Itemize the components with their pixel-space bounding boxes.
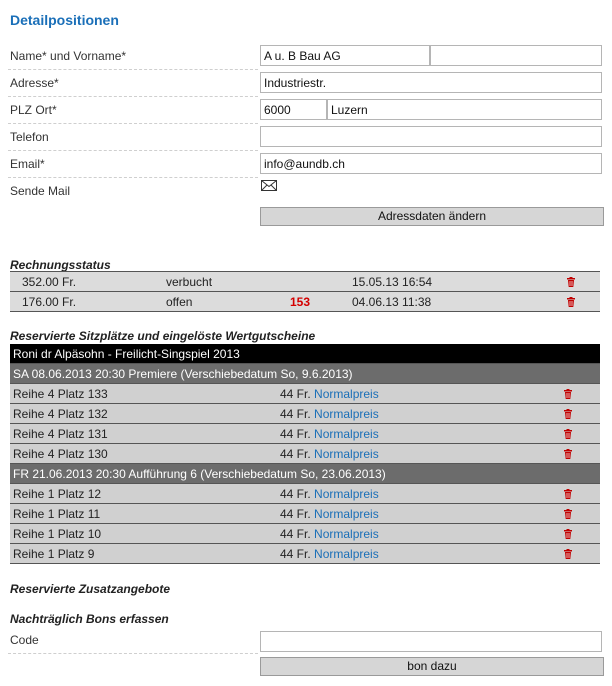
invoice-amount: 352.00 Fr.	[22, 275, 77, 289]
price-value: 44 Fr.	[280, 507, 311, 521]
reservations-heading: Reservierte Sitzplätze und eingelöste Wertgutscheine	[10, 329, 316, 343]
seat-row	[10, 504, 600, 524]
seat-price	[280, 527, 379, 541]
seat-price	[280, 507, 379, 521]
trash-icon[interactable]	[563, 509, 573, 519]
email-label: Email*	[10, 157, 45, 171]
envelope-icon[interactable]	[261, 180, 277, 191]
price-category-link[interactable]: Normalpreis	[314, 387, 379, 401]
invoice-status: verbucht	[166, 275, 213, 289]
reservations-table	[10, 344, 600, 564]
price-value: 44 Fr.	[280, 527, 311, 541]
event-title: Roni dr Alpäsohn - Freilicht-Singspiel 2013	[10, 344, 600, 364]
add-bon-button[interactable]: bon dazu	[260, 657, 604, 676]
price-value: 44 Fr.	[280, 427, 311, 441]
invoice-date: 04.06.13 11:38	[352, 295, 432, 309]
row-divider	[8, 653, 258, 654]
invoice-status-heading: Rechnungsstatus	[10, 258, 111, 272]
seat-label: Reihe 1 Platz 12	[13, 487, 102, 501]
trash-icon[interactable]	[563, 489, 573, 499]
price-category-link[interactable]: Normalpreis	[314, 527, 379, 541]
price-category-link[interactable]: Normalpreis	[314, 427, 379, 441]
trash-icon[interactable]	[563, 429, 573, 439]
seat-label: Reihe 4 Platz 130	[13, 447, 108, 461]
code-input[interactable]	[260, 631, 602, 652]
trash-icon[interactable]	[563, 529, 573, 539]
trash-icon[interactable]	[563, 389, 573, 399]
seat-price	[280, 387, 379, 401]
performance-header: FR 21.06.2013 20:30 Aufführung 6 (Verschiebedatum So, 23.06.2013)	[10, 464, 600, 484]
invoice-row	[10, 272, 600, 292]
sendmail-row	[8, 179, 604, 205]
seat-row	[10, 404, 600, 424]
price-value: 44 Fr.	[280, 387, 311, 401]
firstname-input[interactable]	[430, 45, 602, 66]
seat-label: Reihe 4 Platz 133	[13, 387, 108, 401]
row-divider	[8, 69, 258, 70]
seat-row	[10, 524, 600, 544]
invoice-number: 153	[290, 295, 311, 309]
seat-label: Reihe 4 Platz 132	[13, 407, 108, 421]
row-divider	[8, 177, 258, 178]
trash-icon[interactable]	[563, 409, 573, 419]
page-title: Detailpositionen	[10, 12, 119, 28]
bons-heading: Nachträglich Bons erfassen	[10, 612, 169, 626]
trash-icon[interactable]	[566, 277, 576, 287]
name-input[interactable]	[260, 45, 430, 66]
email-input[interactable]	[260, 153, 602, 174]
price-value: 44 Fr.	[280, 487, 311, 501]
seat-price	[280, 547, 379, 561]
trash-icon[interactable]	[566, 297, 576, 307]
seat-label: Reihe 1 Platz 10	[13, 527, 102, 541]
trash-icon[interactable]	[563, 449, 573, 459]
name-label: Name* und Vorname*	[10, 49, 127, 63]
zip-input[interactable]	[260, 99, 327, 120]
price-category-link[interactable]: Normalpreis	[314, 507, 379, 521]
address-label: Adresse*	[10, 76, 59, 90]
seat-price	[280, 407, 379, 421]
seat-price	[280, 447, 379, 461]
trash-icon[interactable]	[563, 549, 573, 559]
seat-price	[280, 487, 379, 501]
invoice-date: 15.05.13 16:54	[352, 275, 433, 289]
performance-header: SA 08.06.2013 20:30 Premiere (Verschiebedatum So, 9.6.2013)	[10, 364, 600, 384]
city-input[interactable]	[327, 99, 602, 120]
phone-label: Telefon	[10, 130, 49, 144]
phone-input[interactable]	[260, 126, 602, 147]
row-divider	[8, 123, 258, 124]
price-category-link[interactable]: Normalpreis	[314, 547, 379, 561]
seat-row	[10, 384, 600, 404]
price-value: 44 Fr.	[280, 547, 311, 561]
price-value: 44 Fr.	[280, 407, 311, 421]
row-divider	[8, 150, 258, 151]
sendmail-label: Sende Mail	[10, 184, 71, 198]
price-category-link[interactable]: Normalpreis	[314, 487, 379, 501]
seat-row	[10, 544, 600, 564]
seat-label: Reihe 1 Platz 9	[13, 547, 95, 561]
row-divider	[8, 96, 258, 97]
price-value: 44 Fr.	[280, 447, 311, 461]
invoice-amount: 176.00 Fr.	[22, 295, 77, 309]
seat-row	[10, 444, 600, 464]
zip-city-label: PLZ Ort*	[10, 103, 57, 117]
address-input[interactable]	[260, 72, 602, 93]
seat-label: Reihe 4 Platz 131	[13, 427, 108, 441]
update-address-button[interactable]: Adressdaten ändern	[260, 207, 604, 226]
invoice-row	[10, 292, 600, 312]
invoice-status-table	[10, 271, 600, 312]
price-category-link[interactable]: Normalpreis	[314, 407, 379, 421]
price-category-link[interactable]: Normalpreis	[314, 447, 379, 461]
seat-label: Reihe 1 Platz 11	[13, 507, 101, 521]
seat-price	[280, 427, 379, 441]
invoice-status: offen	[166, 295, 193, 309]
seat-row	[10, 484, 600, 504]
extras-heading: Reservierte Zusatzangebote	[10, 582, 171, 596]
seat-row	[10, 424, 600, 444]
code-label: Code	[10, 633, 39, 647]
